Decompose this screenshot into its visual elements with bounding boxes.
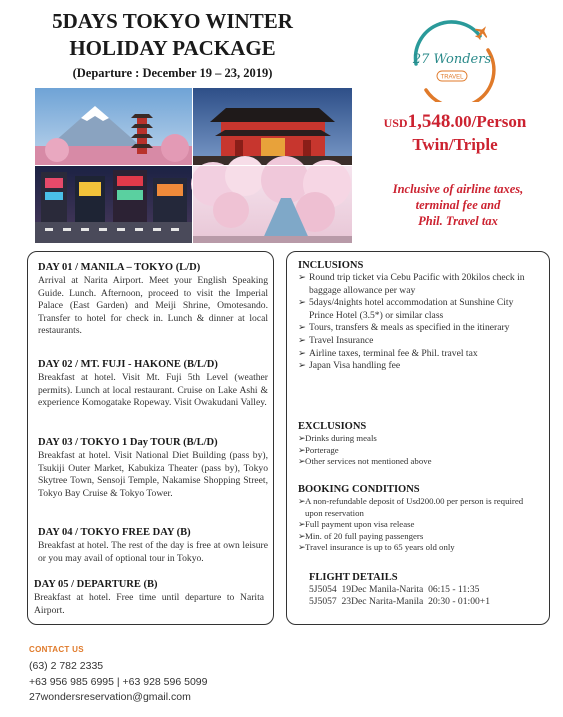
photo-collage [35, 88, 352, 243]
itinerary-day [34, 579, 264, 617]
day-title: DAY 02 / MT. FUJI - HAKONE (B/L/D) [38, 359, 218, 370]
price-room-type: Twin/Triple [412, 135, 498, 154]
inclusive-line-3: Phil. Travel tax [418, 214, 498, 228]
day-title: DAY 03 / TOKYO 1 Day TOUR (B/L/D) [38, 437, 218, 448]
details-box [286, 251, 550, 625]
bullet-arrow-icon: ➢ [298, 456, 306, 467]
day-title: DAY 01 / MANILA – TOKYO (L/D) [38, 262, 201, 273]
mt-fuji-pagoda-photo [35, 88, 192, 165]
price-cents: .00/Person [450, 112, 527, 131]
inclusion-item: ➢ Round trip ticket via Cebu Pacific with 20kilos check in baggage allowance per way [298, 272, 525, 296]
inclusive-line-2: terminal fee and [415, 198, 501, 212]
bullet-arrow-icon: ➢ [298, 530, 306, 541]
exclusions-section [298, 421, 534, 468]
shibuya-crossing-photo [35, 166, 192, 243]
inclusion-item: ➢ Airline taxes, terminal fee & Phil. travel tax [298, 347, 478, 359]
booking-item: ➢ Travel insurance is up to 65 years old only [298, 542, 455, 553]
title-line-1: 5DAYS TOKYO WINTER [52, 9, 293, 33]
sensoji-temple-photo [193, 88, 352, 165]
exclusion-item: ➢ Other services not mentioned above [298, 456, 432, 467]
cherry-blossom-river-photo [191, 156, 352, 243]
contact-email: 27wondersreservation@gmail.com [29, 691, 191, 703]
itinerary-day [38, 262, 268, 338]
booking-section [298, 484, 534, 554]
bullet-arrow-icon: ➢ [298, 444, 306, 455]
itinerary-day [38, 437, 268, 500]
inclusion-item: ➢ Tours, transfers & meals as specified in the itinerary [298, 322, 510, 334]
inclusion-item: ➢ 5days/4nights hotel accommodation at Sunshine City Prince Hotel (3.5*) or similar class [298, 297, 514, 321]
inclusive-note [358, 181, 558, 229]
exclusion-item: ➢ Porterage [298, 444, 339, 455]
package-title [0, 8, 345, 62]
price-currency: USD [383, 116, 408, 130]
booking-item: ➢ Min. of 20 full paying passengers [298, 530, 424, 541]
itinerary-day [38, 527, 268, 565]
booking-item: ➢ Full payment upon visa release [298, 519, 415, 530]
bullet-arrow-icon: ➢ [298, 334, 307, 346]
company-logo [402, 16, 502, 102]
bullet-arrow-icon: ➢ [298, 519, 306, 530]
inclusion-item: ➢ Travel Insurance [298, 334, 374, 346]
booking-title: BOOKING CONDITIONS [298, 484, 420, 495]
day-title: DAY 05 / DEPARTURE (B) [34, 579, 158, 590]
day-description: Breakfast at hotel. The rest of the day is free at own leisure or you may avail of optional tour in Tokyo. [38, 540, 268, 564]
bullet-arrow-icon: ➢ [298, 272, 307, 283]
day-description: Breakfast at hotel. Visit Mt. Fuji 5th Level (weather permits). Lunch at local restaurant. Cruise on Lake Ashi & experience Komogatake Ropeway. Visit Owakudani Valley. [38, 372, 268, 409]
bullet-arrow-icon: ➢ [298, 433, 306, 443]
exclusion-item: ➢ Drinks during meals [298, 433, 377, 443]
day-description: Breakfast at hotel. Visit National Diet Building (pass by), Tsukiji Outer Market, Kabukiza Theater (pass by), Tokyo Skytree Town, Sensoji Temple, Nakamise Shopping Street, Tokyo Bay Cruise & Tokyo Tower. [38, 450, 268, 499]
exclusions-title: EXCLUSIONS [298, 421, 367, 432]
logo-emblem [402, 16, 502, 102]
flight-section [309, 572, 545, 609]
day-description: Breakfast at hotel. Free time until departure to Narita Airport. [34, 592, 264, 616]
day-description: Arrival at Narita Airport. Meet your English Speaking Guide. Lunch. Afternoon, proceed to visit the Imperial Palace (East Garden) and Meiji Shrine, Omotesando. Transfer to hotel for check in. Lunch & dinner at local restaurants. [38, 275, 268, 337]
itinerary-box [27, 251, 274, 625]
booking-item: ➢ A non-refundable deposit of Usd200.00 per person is required upon reservation [298, 496, 524, 518]
title-line-2: HOLIDAY PACKAGE [69, 36, 276, 60]
departure-dates: (Departure : December 19 – 23, 2019) [72, 66, 273, 80]
bullet-arrow-icon: ➢ [298, 542, 306, 553]
bullet-arrow-icon: ➢ [298, 496, 306, 506]
contact-phone-landline: (63) 2 782 2335 [29, 660, 104, 672]
inclusions-section [298, 260, 534, 373]
inclusive-line-1: Inclusive of airline taxes, [392, 182, 524, 196]
inclusion-item: ➢ Japan Visa handling fee [298, 360, 401, 372]
bullet-arrow-icon: ➢ [298, 322, 307, 334]
logo-sub: TRAVEL [440, 74, 464, 81]
contact-phone-mobile: +63 956 985 6995 | +63 928 596 5099 [29, 675, 208, 688]
flight-row: 5J5057 23Dec Narita-Manila 20:30 - 01:00+1 [309, 596, 490, 608]
bullet-arrow-icon: ➢ [298, 297, 307, 309]
package-price [355, 111, 555, 156]
day-title: DAY 04 / TOKYO FREE DAY (B) [38, 527, 191, 538]
logo-name: 27 Wonders [412, 52, 492, 67]
bullet-arrow-icon: ➢ [298, 347, 307, 359]
contact-label: CONTACT US [29, 645, 84, 654]
itinerary-day [38, 359, 268, 410]
inclusions-title: INCLUSIONS [298, 260, 364, 271]
flight-row: 5J5054 19Dec Manila-Narita 06:15 - 11:35 [309, 584, 480, 595]
price-amount: 1,548 [407, 111, 451, 132]
bullet-arrow-icon: ➢ [298, 360, 307, 372]
contact-section [29, 645, 207, 706]
flight-title: FLIGHT DETAILS [309, 572, 398, 583]
